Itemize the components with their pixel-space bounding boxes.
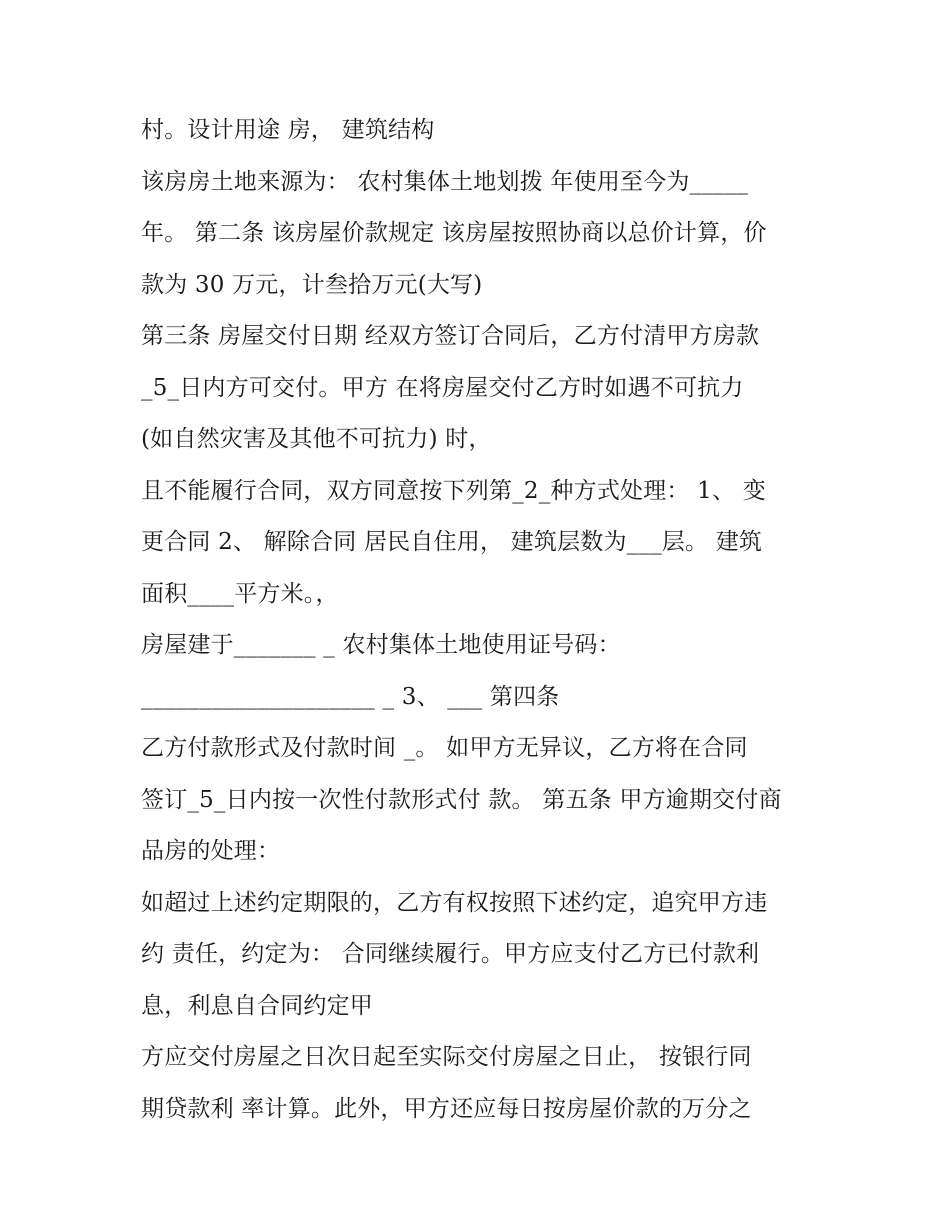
text-line: _5_日内方可交付。甲方 在将房屋交付乙方时如遇不可抗力 xyxy=(141,374,744,401)
text-line: 该房房土地来源为： 农村集体土地划拨 年使用至今为_____ xyxy=(141,168,749,195)
text-line: 乙方付款形式及付款时间 _。 如甲方无异议，乙方将在合同 xyxy=(141,735,748,761)
text-line: 且不能履行合同，双方同意按下列第_2_种方式处理： 1、 变 xyxy=(141,477,766,504)
text-line: 方应交付房屋之日次日起至实际交付房屋之日止， 按银行同 xyxy=(141,1044,752,1070)
text-line: 期贷款利 率计算。此外，甲方还应每日按房屋价款的万分之 xyxy=(141,1095,752,1122)
text-line: 第三条 房屋交付日期 经双方签订合同后，乙方付清甲方房款 xyxy=(141,323,760,349)
text-line: 款为 30 万元，计叁拾万元(大写) xyxy=(141,271,483,298)
text-line: 息，利息自合同约定甲 xyxy=(141,992,373,1019)
text-line: 村。设计用途 房， 建筑结构 xyxy=(141,117,435,143)
text-line: 约 责任，约定为： 合同继续履行。甲方应支付乙方已付款利 xyxy=(141,941,760,967)
text-line: 房屋建于_______ _ 农村集体土地使用证号码： xyxy=(141,632,621,658)
text-line: 年。 第二条 该房屋价款规定 该房屋按照协商以总价计算，价 xyxy=(141,220,767,246)
text-line: 签订_5_日内按一次性付款形式付 款。 第五条 甲方逾期交付商 xyxy=(141,786,782,813)
text-line: 面积____平方米。， xyxy=(141,580,339,607)
text-line: 品房的处理： xyxy=(141,838,281,864)
text-line: 如超过上述约定期限的，乙方有权按照下述约定，追究甲方违 xyxy=(141,889,768,916)
text-line: ____________________ _ 3、 ___ 第四条 xyxy=(141,683,560,710)
text-line: (如自然灾害及其他不可抗力) 时， xyxy=(141,426,492,452)
contract-body-text xyxy=(141,108,841,1138)
text-line: 更合同 2、 解除合同 居民自住用， 建筑层数为___层。 建筑 xyxy=(141,529,763,555)
